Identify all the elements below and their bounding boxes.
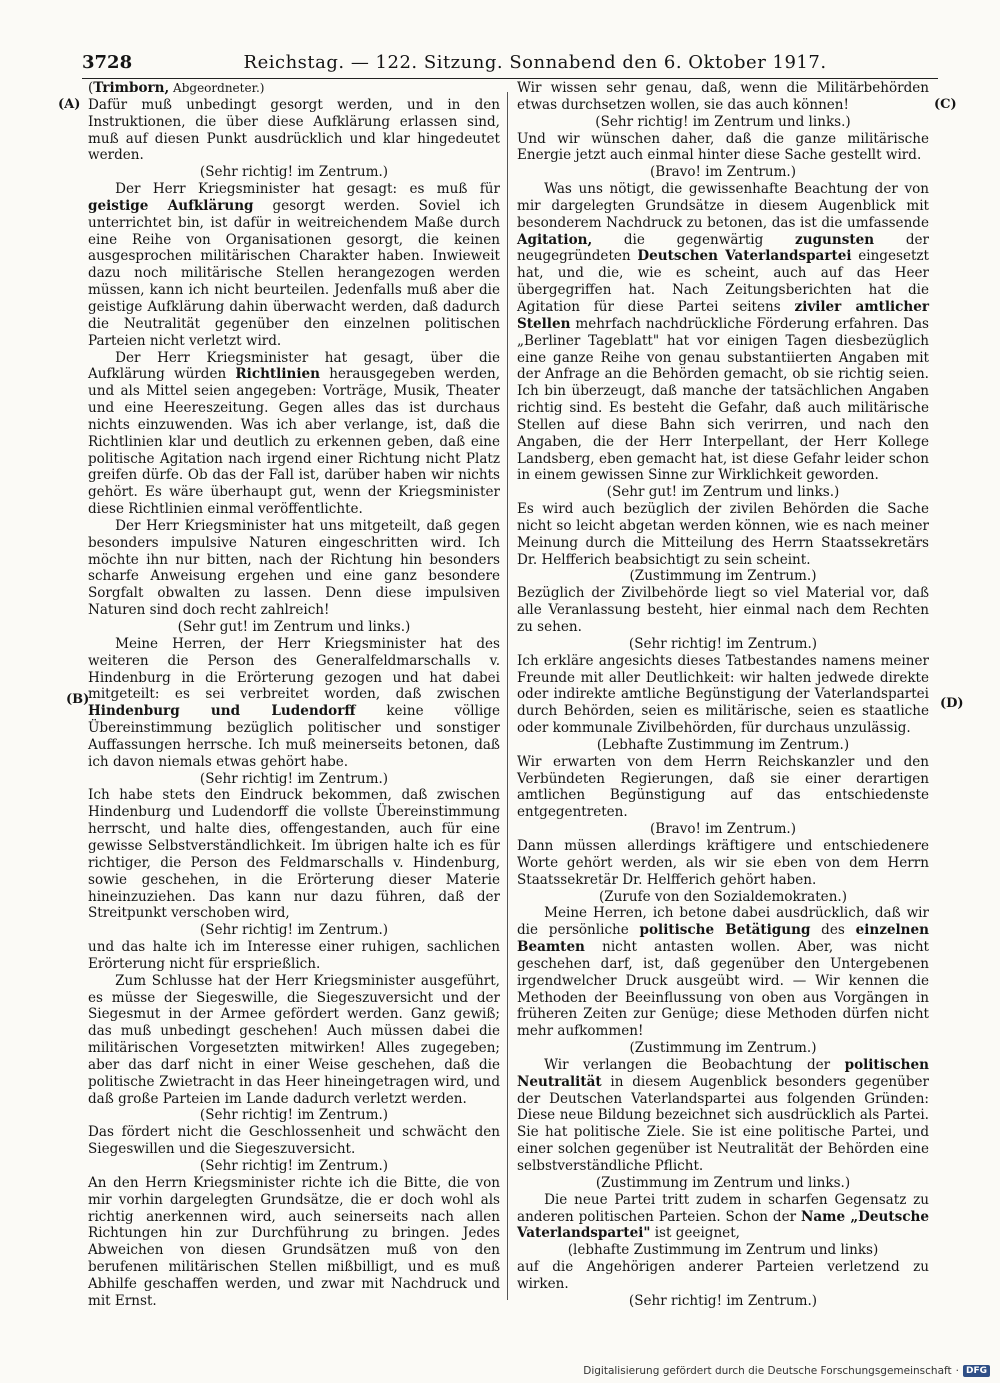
emphasis-text: Richtlinien xyxy=(235,366,320,383)
interjection: (Sehr richtig! im Zentrum.) xyxy=(199,164,389,181)
text-run: ist geeignet, xyxy=(650,1225,740,1242)
text-run: der neugegründeten xyxy=(517,231,929,265)
paragraph xyxy=(88,518,500,619)
paragraph xyxy=(517,181,929,484)
paragraph xyxy=(88,973,500,1108)
interjection: (Sehr gut! im Zentrum und links.) xyxy=(177,619,411,635)
margin-marker-b: (B) xyxy=(66,692,90,707)
paragraph: Ich habe stets den Eindruck bekommen, daß zwischen Hindenburg und Ludendorff die vollste Übereinstimmung herrscht, und halte dies, offengestanden, auch für eine gewisse Selbstverständlichkeit. Im übrigen halte ich es für richtiger, die Person des Feldmarschalls v. Hindenburg, sowie geschehen, in die Erörterung dieser Materie hineinzuziehen. Das kann nur dazu führen, daß der Streitpunkt verschoben wird, xyxy=(88,787,500,922)
paragraph: Das fördert nicht die Geschlossenheit und schwächt den Siegeswillen und die Siegeszuversicht. xyxy=(88,1124,500,1158)
speaker-role: Abgeordneter.) xyxy=(169,81,265,95)
text-run: Wir verlangen die Beobachtung der xyxy=(544,1056,845,1073)
interjection: (Zustimmung im Zentrum und links.) xyxy=(595,1174,851,1191)
margin-marker-a: (A) xyxy=(58,97,81,112)
column-divider xyxy=(507,92,508,1300)
interjection: (Bravo! im Zentrum.) xyxy=(649,821,797,838)
paragraph: Wir wissen sehr genau, daß, wenn die Militärbehörden etwas durchsetzen wollen, sie das auch können! xyxy=(517,80,929,113)
interjection: (Zustimmung im Zentrum.) xyxy=(629,1040,817,1057)
emphasis-text: ziviler amtlicher Stellen xyxy=(517,298,929,332)
interjection: (Lebhafte Zustimmung im Zentrum.) xyxy=(596,736,850,753)
dfg-logo-icon: DFG xyxy=(963,1365,990,1377)
interjection: (Sehr richtig! im Zentrum.) xyxy=(199,922,389,939)
emphasis-text: Agitation, xyxy=(517,231,593,248)
interjection: (Sehr gut! im Zentrum und links.) xyxy=(606,484,840,501)
text-run: keine völlige Übereinstimmung bezüglich politischer und sonstiger Auffassungen herrsche. Ich muß meinerseits betonen, daß ich davon niemals etwas gehört habe. xyxy=(88,703,500,770)
right-column xyxy=(517,80,929,1310)
speaker-label xyxy=(88,80,500,97)
emphasis-text: geistige Aufklärung xyxy=(88,197,254,214)
emphasis-text: zugunsten xyxy=(795,231,875,248)
text-run: gesorgt werden. Soviel ich unterrichtet bin, ist dafür in weitreichendem Maße durch eine Reihe von Organisationen gesorgt, die keinen ausgesprochen militärischen Charakter haben. Inwieweit dazu noch militärische Stellen herangezogen werden müssen, kann ich nicht beurteilen. Jedenfalls muß aber die geistige Aufklärung dahin überwacht werden, daß dadurch die Neutralität gegenüber den einzelnen politischen Parteien nicht verletzt wird. xyxy=(88,197,500,349)
text-run: in diesem Augenblick besonders gegenüber der Deutschen Vaterlandspartei aus folgenden Gründen: Diese neue Bildung bezeichnet sich ausdrücklich als Partei. Sie hat politische Ziele. Sie ist eine politische Partei, und einer solchen gegenüber ist Neutralität der Behörden eine selbstverständliche Pflicht. xyxy=(517,1073,929,1174)
speaker-name: Trimborn, xyxy=(93,80,170,96)
speaker-paren: ( xyxy=(88,80,94,96)
text-run: nicht antasten wollen. Aber, was nicht geschehen darf, ist, daß gegenüber den Untergebenen irgendwelcher Druck ausgeübt wird. — Wir kennen die Methoden der Beeinflussung von oben aus Vorgängen in früheren Zeiten zur Genüge; diese Methoden dürfen nicht mehr aufkommen! xyxy=(517,939,929,1040)
paragraph: Wir erwarten von dem Herrn Reichskanzler und den Verbündeten Regierungen, daß sie einer derartigen amtlichen Begünstigung auf das entschiedenste entgegentreten. xyxy=(517,753,929,821)
margin-marker-c: (C) xyxy=(934,97,957,112)
margin-marker-d: (D) xyxy=(940,696,964,711)
paragraph xyxy=(517,1192,929,1243)
interjection: (lebhafte Zustimmung im Zentrum und links) xyxy=(567,1242,879,1259)
page-header-title: Reichstag. — 122. Sitzung. Sonnabend den 6. Oktober 1917. xyxy=(243,52,827,73)
paragraph xyxy=(517,1057,929,1175)
emphasis-text: Deutschen Vaterlandspartei xyxy=(637,248,852,265)
interjection: (Zustimmung im Zentrum.) xyxy=(629,568,817,585)
text-run: Der Herr Kriegsminister hat gesagt, über die Aufklärung würden xyxy=(88,349,500,383)
page-header xyxy=(82,44,938,79)
text-run: herausgegeben werden, und als Mittel seien angegeben: Vorträge, Musik, Theater und eine Heereszeitung. Gegen alles das ist durchaus nichts einzuwenden. Was ich aber verlange, ist, daß die Richtlinien klar und deutlich zu erkennen geben, daß eine politische Agitation nach irgend einer Richtung nicht Platz greifen dürfe. Ob das der Fall ist, darüber haben wir nichts gehört. Es wäre überhaupt gut, wenn der Kriegsminister diese Richtlinien einmal veröffentlichte. xyxy=(88,366,500,518)
paragraph: Dafür muß unbedingt gesorgt werden, und in den Instruktionen, die über diese Aufklärung erlassen sind, muß auf diesen Punkt ausdrücklich und klar hingedeutet werden. xyxy=(88,96,500,164)
text-run: des xyxy=(810,922,856,939)
text-run: Der Herr Kriegsminister hat uns mitgeteilt, daß gegen besonders impulsive Naturen eingeschritten wird. Ich möchte ihn nur bitten, nach der Richtung hin besonders scharfe Anweisung ergehen und eine ganz besondere Sorgfalt obwalten zu lassen. Denn diese impulsiven Naturen sind doch recht zahlreich! xyxy=(88,517,500,619)
interjection: (Bravo! im Zentrum.) xyxy=(649,164,797,181)
text-run: Die neue Partei tritt zudem in scharfen Gegensatz zu anderen politischen Parteien. Schon der xyxy=(517,1191,929,1225)
interjection: (Sehr richtig! im Zentrum.) xyxy=(199,1107,389,1124)
paragraph: auf die Angehörigen anderer Parteien verletzend zu wirken. xyxy=(517,1259,929,1292)
emphasis-text: Name „Deutsche Vaterlandspartei" xyxy=(517,1208,929,1242)
interjection: (Sehr richtig! im Zentrum.) xyxy=(199,770,389,787)
emphasis-text: Hindenburg und Ludendorff xyxy=(88,703,356,720)
paragraph xyxy=(517,905,929,1040)
text-run: Der Herr Kriegsminister hat gesagt: es muß für xyxy=(115,181,500,198)
page-footer: Digitalisierung gefördert durch die Deutsche Forschungsgemeinschaft · DFG xyxy=(583,1365,990,1377)
paragraph xyxy=(88,181,500,349)
paragraph: An den Herrn Kriegsminister richte ich die Bitte, die von mir vorhin dargelegten Grundsätze, die er doch wohl als richtig anerkennen wird, auch seinerseits nach allen Richtungen hin zur Durchführung zu bringen. Jedes Abweichen von diesen Grundsätzen muß von den berufenen militärischen Stellen mißbilligt, und es muß Abhilfe geschaffen werden, und zwar mit Nachdruck und mit Ernst. xyxy=(88,1174,500,1309)
interjection: (Sehr richtig! im Zentrum.) xyxy=(628,635,818,652)
interjection: (Sehr richtig! im Zentrum.) xyxy=(199,1158,389,1174)
left-column xyxy=(88,80,500,1310)
text-run: Meine Herren, der Herr Kriegsminister hat des weiteren die Person des Generalfeldmarschalls v. Hindenburg in die Erörterung gezogen und hat dabei mitgeteilt: es sei verbreitet worden, daß zwischen xyxy=(88,635,500,703)
paragraph: Ich erkläre angesichts dieses Tatbestandes namens meiner Freunde mit aller Deutlichkeit: wir halten jedwede direkte oder indirekte amtliche Begünstigung der Vaterlandspartei durch Behörden, seien es militärische, seien es staatliche oder kommunale Zivilbehörden, für durchaus unzulässig. xyxy=(517,652,929,737)
text-run: Meine Herren, ich betone dabei ausdrücklich, daß wir die persönliche xyxy=(517,905,929,939)
paragraph: und das halte ich im Interesse einer ruhigen, sachlichen Erörterung nicht für ersprießlich. xyxy=(88,939,500,972)
footer-credit: Digitalisierung gefördert durch die Deutsche Forschungsgemeinschaft xyxy=(583,1365,952,1377)
paragraph: Und wir wünschen daher, daß die ganze militärische Energie jetzt auch einmal hinter diese Sache gestellt wird. xyxy=(517,130,929,164)
emphasis-text: politische Betätigung xyxy=(639,922,811,939)
emphasis-text: politischen Neutralität xyxy=(517,1056,929,1090)
interjection: (Zurufe von den Sozialdemokraten.) xyxy=(598,888,848,905)
interjection: (Sehr richtig! im Zentrum.) xyxy=(628,1292,818,1309)
paragraph: Bezüglich der Zivilbehörde liegt so viel Material vor, daß alle Veranlassung besteht, hier einmal nach dem Rechten zu sehen. xyxy=(517,585,929,635)
paragraph: Dann müssen allerdings kräftigere und entschiedenere Worte gehört werden, als wir sie eben von dem Herrn Staatssekretär Dr. Helfferich gehört haben. xyxy=(517,837,929,888)
emphasis-text: einzelnen Beamten xyxy=(517,922,929,956)
paragraph xyxy=(88,350,500,518)
text-run: die gegenwärtig xyxy=(592,231,796,248)
paragraph: Es wird auch bezüglich der zivilen Behörden die Sache nicht so leicht abgetan werden können, wie es nach meiner Meinung durch die Mitteilung des Herrn Staatssekretärs Dr. Helfferich beabsichtigt zu sein scheint. xyxy=(517,501,929,568)
text-run: eingesetzt hat, und die, wie es scheint, auch auf das Heer übergegriffen hat. Nach Zeitungsberichten hat die Agitation für diese Partei seitens xyxy=(517,248,929,315)
interjection: (Sehr richtig! im Zentrum und links.) xyxy=(595,113,851,130)
text-run: mehrfach nachdrückliche Förderung erfahren. Das „Berliner Tageblatt" hat vor einigen Tagen diesbezüglich eine ganze Reihe von genau substantiierten Angaben mit der Anfrage an die Behörden gemacht, ob sie richtig seien. Ich bin überzeugt, daß manche der tatsächlichen Angaben richtig sind. Es besteht die Gefahr, daß auch militärische Stellen auf diese Bahn sich verirren, und nach den Angaben, die der Herr Interpellant, der Herr Kollege Landsberg, eben gemacht hat, ist diese Gefahr leider schon in einem gewissen Sinne zur Wirklichkeit geworden. xyxy=(517,315,929,484)
page-number: 3728 xyxy=(82,52,133,73)
text-run: Was uns nötigt, die gewissenhafte Beachtung der von mir dargelegten Grundsätze in diesem Augenblick mit besonderem Nachdruck zu betonen, das ist die umfassende xyxy=(517,181,929,231)
text-run: Zum Schlusse hat der Herr Kriegsminister ausgeführt, es müsse der Siegeswille, die Siegeszuversicht und der Siegesmut in der Armee gefördert werden. Ganz gewiß; das muß unbedingt geschehen! Auch müssen dabei die militärischen Vorgesetzten mitwirken! Alles zugegeben; aber das darf nicht in einer Weise geschehen, daß die politische Zwietracht in das Heer hineingetragen wird, und daß große Parteien im Lande dadurch verletzt werden. xyxy=(88,972,500,1107)
paragraph xyxy=(88,636,500,771)
